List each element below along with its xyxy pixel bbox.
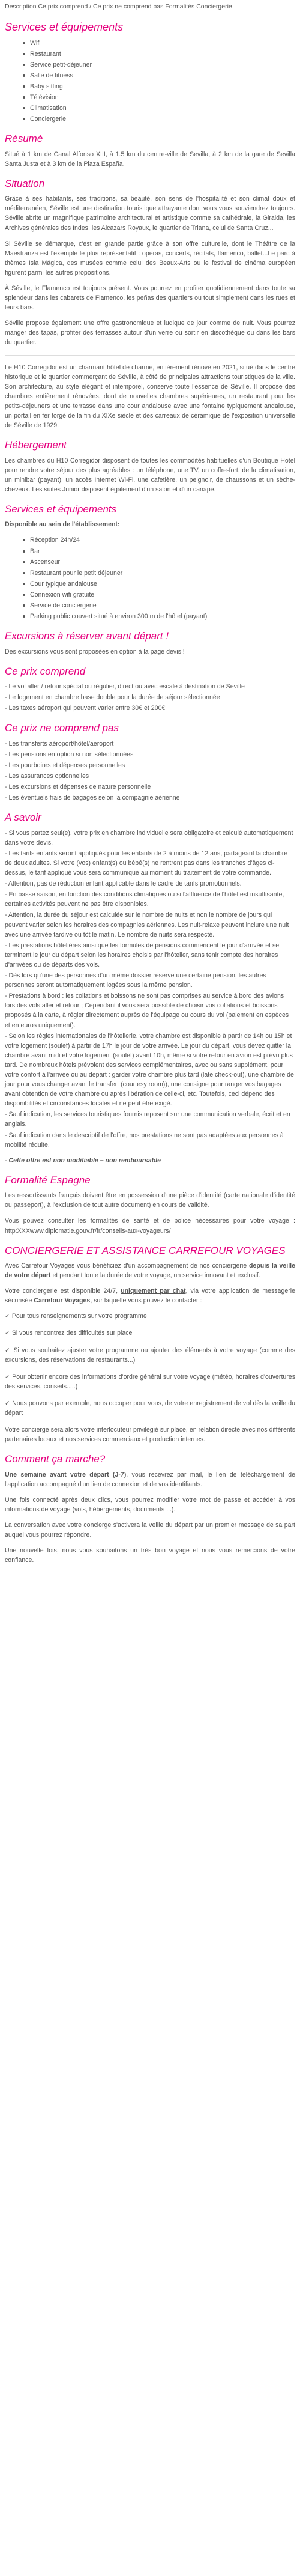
- list-item: - Sauf indication, les services touristiques fournis reposent sur une communication verbale, écrit et en anglais.: [5, 1111, 290, 1128]
- situation-paragraph: Si Séville se démarque, c'est en grande partie grâce à son offre culturelle, dont le Théâtre de la Maestranza est l'exemple le plus représentatif : opéras, concerts, récitals, flamenco, ballet...Le parc à thèmes Isla Mágica, des musées comme celui des Beaux-Arts ou le festival de cinéma européen figurent parmi les autres propositions.: [5, 240, 295, 276]
- availability-e: , sur laquelle vous pouvez le contacter :: [90, 1297, 202, 1305]
- conciergerie-intro-bold: depuis la veille de votre départ: [5, 1262, 295, 1280]
- list-item: - Sauf indication dans le descriptif de l'offre, nos prestations ne sont pas adaptées aux personnes à mobilité réduite.: [5, 1131, 284, 1149]
- situation-paragraph: Séville propose également une offre gastronomique et ludique de jour comme de nuit. Vous pourrez manger des tapas, profiter des terrasses autour d'un verre ou sortir en discothèque ou dans les bars du quartier.: [5, 320, 295, 347]
- list-item: - Les pensions en option si non sélectionnées: [5, 750, 134, 758]
- hebergement-text: Les chambres du H10 Corregidor disposent de toutes les commodités habituelles d'un Boutique Hotel pour rendre votre séjour des plus agréables : un téléphone, une TV, un coffre-fort, de la climatisation, un minibar (payant), un accès Internet Wi-Fi, une cafetière, un peignoir, de chaussons et un sèche-cheveux. Les suites Junior disposent également d'un salon et d'un canapé.: [5, 457, 295, 493]
- list-item: Wifi: [30, 38, 295, 48]
- excursions-text: Des excursions vous sont proposées en option à la page devis !: [5, 648, 185, 655]
- list-item: Connexion wifi gratuite: [30, 590, 295, 600]
- conciergerie-intro-c: et pendant toute la durée de votre voyage, un service innovant et exclusif.: [50, 1272, 260, 1280]
- comment-paragraph: Une nouvelle fois, nous vous souhaitons un très bon voyage et nous vous remercions de votre confiance.: [5, 1547, 295, 1564]
- conciergerie-closing: Votre concierge sera alors votre interlocuteur privilégié sur place, en relation directe avec nos différents partenaires locaux et nos services commerciaux et production internes.: [5, 1426, 295, 1444]
- non-refundable-note: - Cette offre est non modifiable – non remboursable: [5, 1156, 161, 1164]
- list-item: Service de conciergerie: [30, 601, 295, 610]
- list-item: - Si vous partez seul(e), votre prix en chambre individuelle sera obligatoire et calculé automatiquement dans votre devis.: [5, 829, 293, 846]
- services-etab-list: [5, 535, 295, 621]
- a-savoir-title: A savoir: [5, 812, 41, 824]
- situation-paragraph: À Séville, le Flamenco est toujours présent. Vous pourrez en profiter quotidiennement dans toute sa splendeur dans les cabarets de Flamenco, les peñas des quartiers ou tout simplement dans les rues et leurs bars.: [5, 285, 295, 312]
- list-item: - Les assurances optionnelles: [5, 773, 89, 780]
- list-item: Salle de fitness: [30, 71, 295, 80]
- resume-text: Situé à 1 km de Canal Alfonso XIII, à 1.5 km du centre-ville de Sevilla, à 2 km de la gare de Sevilla Santa Justa et à 3 km de la Plaza España.: [5, 150, 295, 168]
- excursions-title: Excursions à réserver avant départ !: [5, 630, 169, 642]
- formalite-title: Formalité Espagne: [5, 1174, 91, 1186]
- situation-title: Situation: [5, 177, 45, 189]
- check-item: ✓ Nous pouvons par exemple, nous occuper pour vous, de votre enregistrement de vol dès la veille du départ: [5, 1399, 295, 1417]
- prix-comprend-list: [5, 682, 295, 713]
- comment-rest: , vous recevrez par mail, le lien de téléchargement de l'application accompagné d'un lien de connexion et de vos identifiants.: [5, 1471, 296, 1488]
- list-item: - Les transferts aéroport/hôtel/aéroport: [5, 740, 114, 747]
- comment-bold: Une semaine avant votre départ (J-7): [5, 1471, 127, 1478]
- prix-comprend-title: Ce prix comprend: [5, 665, 86, 677]
- check-item: ✓ Pour obtenir encore des informations d'ordre général sur votre voyage (météo, horaires d'ouvertures des services, conseils.....): [5, 1373, 295, 1390]
- prix-ne-comprend-title: Ce prix ne comprend pas: [5, 722, 119, 734]
- divider: [5, 355, 295, 356]
- list-item: - Dès lors qu'une des personnes d'un même dossier réserve une certaine pension, les autres personnes seront automatiquement logées sous la même pension.: [5, 972, 266, 989]
- check-item: ✓ Si vous rencontrez des difficultés sur place: [5, 1329, 133, 1337]
- resume-title: Résumé: [5, 133, 43, 145]
- conciergerie-title: CONCIERGERIE ET ASSISTANCE CARREFOUR VOYAGES: [5, 1244, 286, 1256]
- comment-paragraph: [5, 1470, 295, 1489]
- formalite-paragraph: Vous pouvez consulter les formalités de santé et de police nécessaires pour votre voyage : http:XXXwww.diplomatie.gouv.fr/fr/conseils-aux-voyageurs/: [5, 1217, 295, 1235]
- conciergerie-availability: [5, 1286, 295, 1305]
- list-item: - Prestations à bord : les collations et boissons ne sont pas comprises au service à bord des avions lors des vols aller et retour ; Cependant il vous sera possible de choisir vos collations et boissons proposés à la carte, à régler directement auprès de l'équipage ou cours du vol (paiement en espèces et en euros uniquement).: [5, 992, 289, 1029]
- comment-title: Comment ça marche?: [5, 1453, 106, 1465]
- list-item: - Les pourboires et dépenses personnelles: [5, 761, 125, 769]
- comment-paragraph: La conversation avec votre concierge s'activera la veille du départ par un premier message de sa part auquel vous pourrez répondre.: [5, 1522, 295, 1539]
- list-item: Service petit-déjeuner: [30, 60, 295, 70]
- list-item: - Le logement en chambre base double pour la durée de séjour sélectionnée: [5, 694, 220, 702]
- formalite-paragraph: Les ressortissants français doivent être en possession d'une pièce d'identité (carte nationale d'identité ou passeport), à l'exclusion de tout autre document) en cours de validité.: [5, 1192, 295, 1209]
- list-item: Cour typique andalouse: [30, 579, 295, 589]
- conciergerie-intro-a: Avec Carrefour Voyages vous bénéficiez d'un accompagnement de nos conciergerie: [5, 1262, 249, 1269]
- list-item: - Selon les règles internationales de l'hôtellerie, votre chambre est disponible à partir de 14h ou 15h et votre logement (soulef) à partir de 17h le jour de votre arrivée. Le jour du départ, vous devez quitter la chambre avant midi et votre logement (soulef) avant 10h, même si votre retour en avion est prévu plus tard. De nombreux hôtels prévoient des services complémentaires, avec ou sans supplément, pour votre confort à l'arrivée ou au départ : garder votre chambre plus tard (late check-out), une chambre de jour pour vous changer avant le transfert (courtesy room)), une consigne pour ranger vos bagages avant obtention de votre chambre ou après libération de celle-ci, etc. Toutefois, ceci dépend des disponibilités et circonstances locales et ne peut être exigé.: [5, 1032, 294, 1108]
- list-item: - En basse saison, en fonction des conditions climatiques ou si l'affluence de l'hôtel est insuffisante, certaines activités peuvent ne pas être disponibles.: [5, 891, 284, 908]
- list-item: Restaurant pour le petit déjeuner: [30, 568, 295, 578]
- situation-paragraph: Le H10 Corregidor est un charmant hôtel de charme, entièrement rénové en 2021, situé dans le centre historique et le quartier commerçant de Séville, à côté de principales attractions touristiques de la ville. Son architecture, au style élégant et intemporel, conserve toute l'essence de Séville. Il propose des chambres entièrement rénovées, dont de nouvelles chambres supérieures, un restaurant pour les petits-déjeuners et une terrasse dans une cour andalouse avec une fontaine typiquement andalouse, un portail en fer forgé de la fin du XIXe siècle et des carreaux de céramique de l'exposition universelle de Séville de 1929.: [5, 363, 295, 430]
- list-item: Conciergerie: [30, 114, 295, 124]
- situation-paragraph: Grâce à ses habitants, ses traditions, sa beauté, son sens de l'hospitalité et son climat doux et méditerranéen, Séville est une destination touristique attrayante dont vous vous souviendrez toujours. Séville abrite un magnifique patrimoine architectural et artistique comme sa cathédrale, la Giralda, les Archives générales des Indes, les Alcazars Royaux, le quartier de Triana, celui de Santa Cruz...: [5, 195, 295, 232]
- list-item: Restaurant: [30, 49, 295, 59]
- availability-brand: Carrefour Voyages: [34, 1297, 91, 1305]
- intro-line: Description Ce prix comprend / Ce prix ne comprend pas Formalités Conciergerie: [5, 3, 232, 10]
- services-list: [5, 38, 295, 124]
- list-item: - Les taxes aéroport qui peuvent varier entre 30€ et 200€: [5, 705, 166, 712]
- services-title: Services et équipements: [5, 20, 124, 33]
- hebergement-title: Hébergement: [5, 439, 67, 451]
- check-item: ✓ Pour tous renseignements sur votre programme: [5, 1313, 147, 1320]
- list-item: - Attention, pas de réduction enfant applicable dans le cadre de tarifs promotionnels.: [5, 880, 242, 888]
- list-item: Climatisation: [30, 103, 295, 113]
- prix-ne-comprend-list: [5, 739, 295, 803]
- list-item: Télévision: [30, 93, 295, 102]
- list-item: - Les prestations hôtelières ainsi que les formules de pensions commencent le jour d'arrivée et se terminent le jour du départ selon les horaires choisis par l'hôtelier, sans tenir compte des horaires d'arrivées ou de départs des vols.: [5, 941, 280, 968]
- list-item: Ascenseur: [30, 557, 295, 567]
- conciergerie-intro: [5, 1261, 295, 1280]
- services-etab-title: Services et équipements: [5, 503, 117, 515]
- check-item: ✓ Si vous souhaitez ajuster votre programme ou ajouter des éléments à votre voyage (comme des excursions, des réservations de restaurants...): [5, 1346, 295, 1364]
- availability-chat: uniquement par chat: [121, 1287, 186, 1295]
- list-item: Bar: [30, 547, 295, 556]
- services-etab-subtitle: Disponible au sein de l'établissement:: [5, 521, 120, 529]
- list-item: Baby sitting: [30, 82, 295, 91]
- a-savoir-list: [5, 828, 295, 1150]
- list-item: - Les excursions et dépenses de nature personnelle: [5, 783, 151, 791]
- availability-c: , via votre application de messagerie sécurisée: [5, 1287, 296, 1305]
- list-item: - Le vol aller / retour spécial ou régulier, direct ou avec escale à destination de Séville: [5, 683, 245, 691]
- availability-a: Votre conciergerie est disponible 24/7,: [5, 1287, 121, 1295]
- list-item: - Les éventuels frais de bagages selon la compagnie aérienne: [5, 794, 180, 802]
- comment-paragraph: Une fois connecté après deux clics, vous pourrez modifier votre mot de passe et accéder à vos informations de voyage (vols, hébergements, documents ...).: [5, 1496, 295, 1513]
- list-item: - Attention, la durée du séjour est calculée sur le nombre de nuits et non le nombre de jours qui peuvent varier selon les horaires des compagnies aériennes. Les nuit-relaxe peuvent inclure une nuit avec une arrivée tardive ou tôt le matin. Le nombre de nuits sera respecté.: [5, 911, 289, 938]
- list-item: Réception 24h/24: [30, 535, 295, 545]
- list-item: Parking public couvert situé à environ 300 m de l'hôtel (payant): [30, 612, 295, 621]
- list-item: - Les tarifs enfants seront appliqués pour les enfants de 2 à moins de 12 ans, partageant la chambre de deux adultes. Si votre (vos) enfant(s) ou bébé(s) ne rentrent pas dans les tranches d'âges ci-dessus, le tarif appliqué vous sera communiqué au moment du traitement de votre commande.: [5, 849, 288, 877]
